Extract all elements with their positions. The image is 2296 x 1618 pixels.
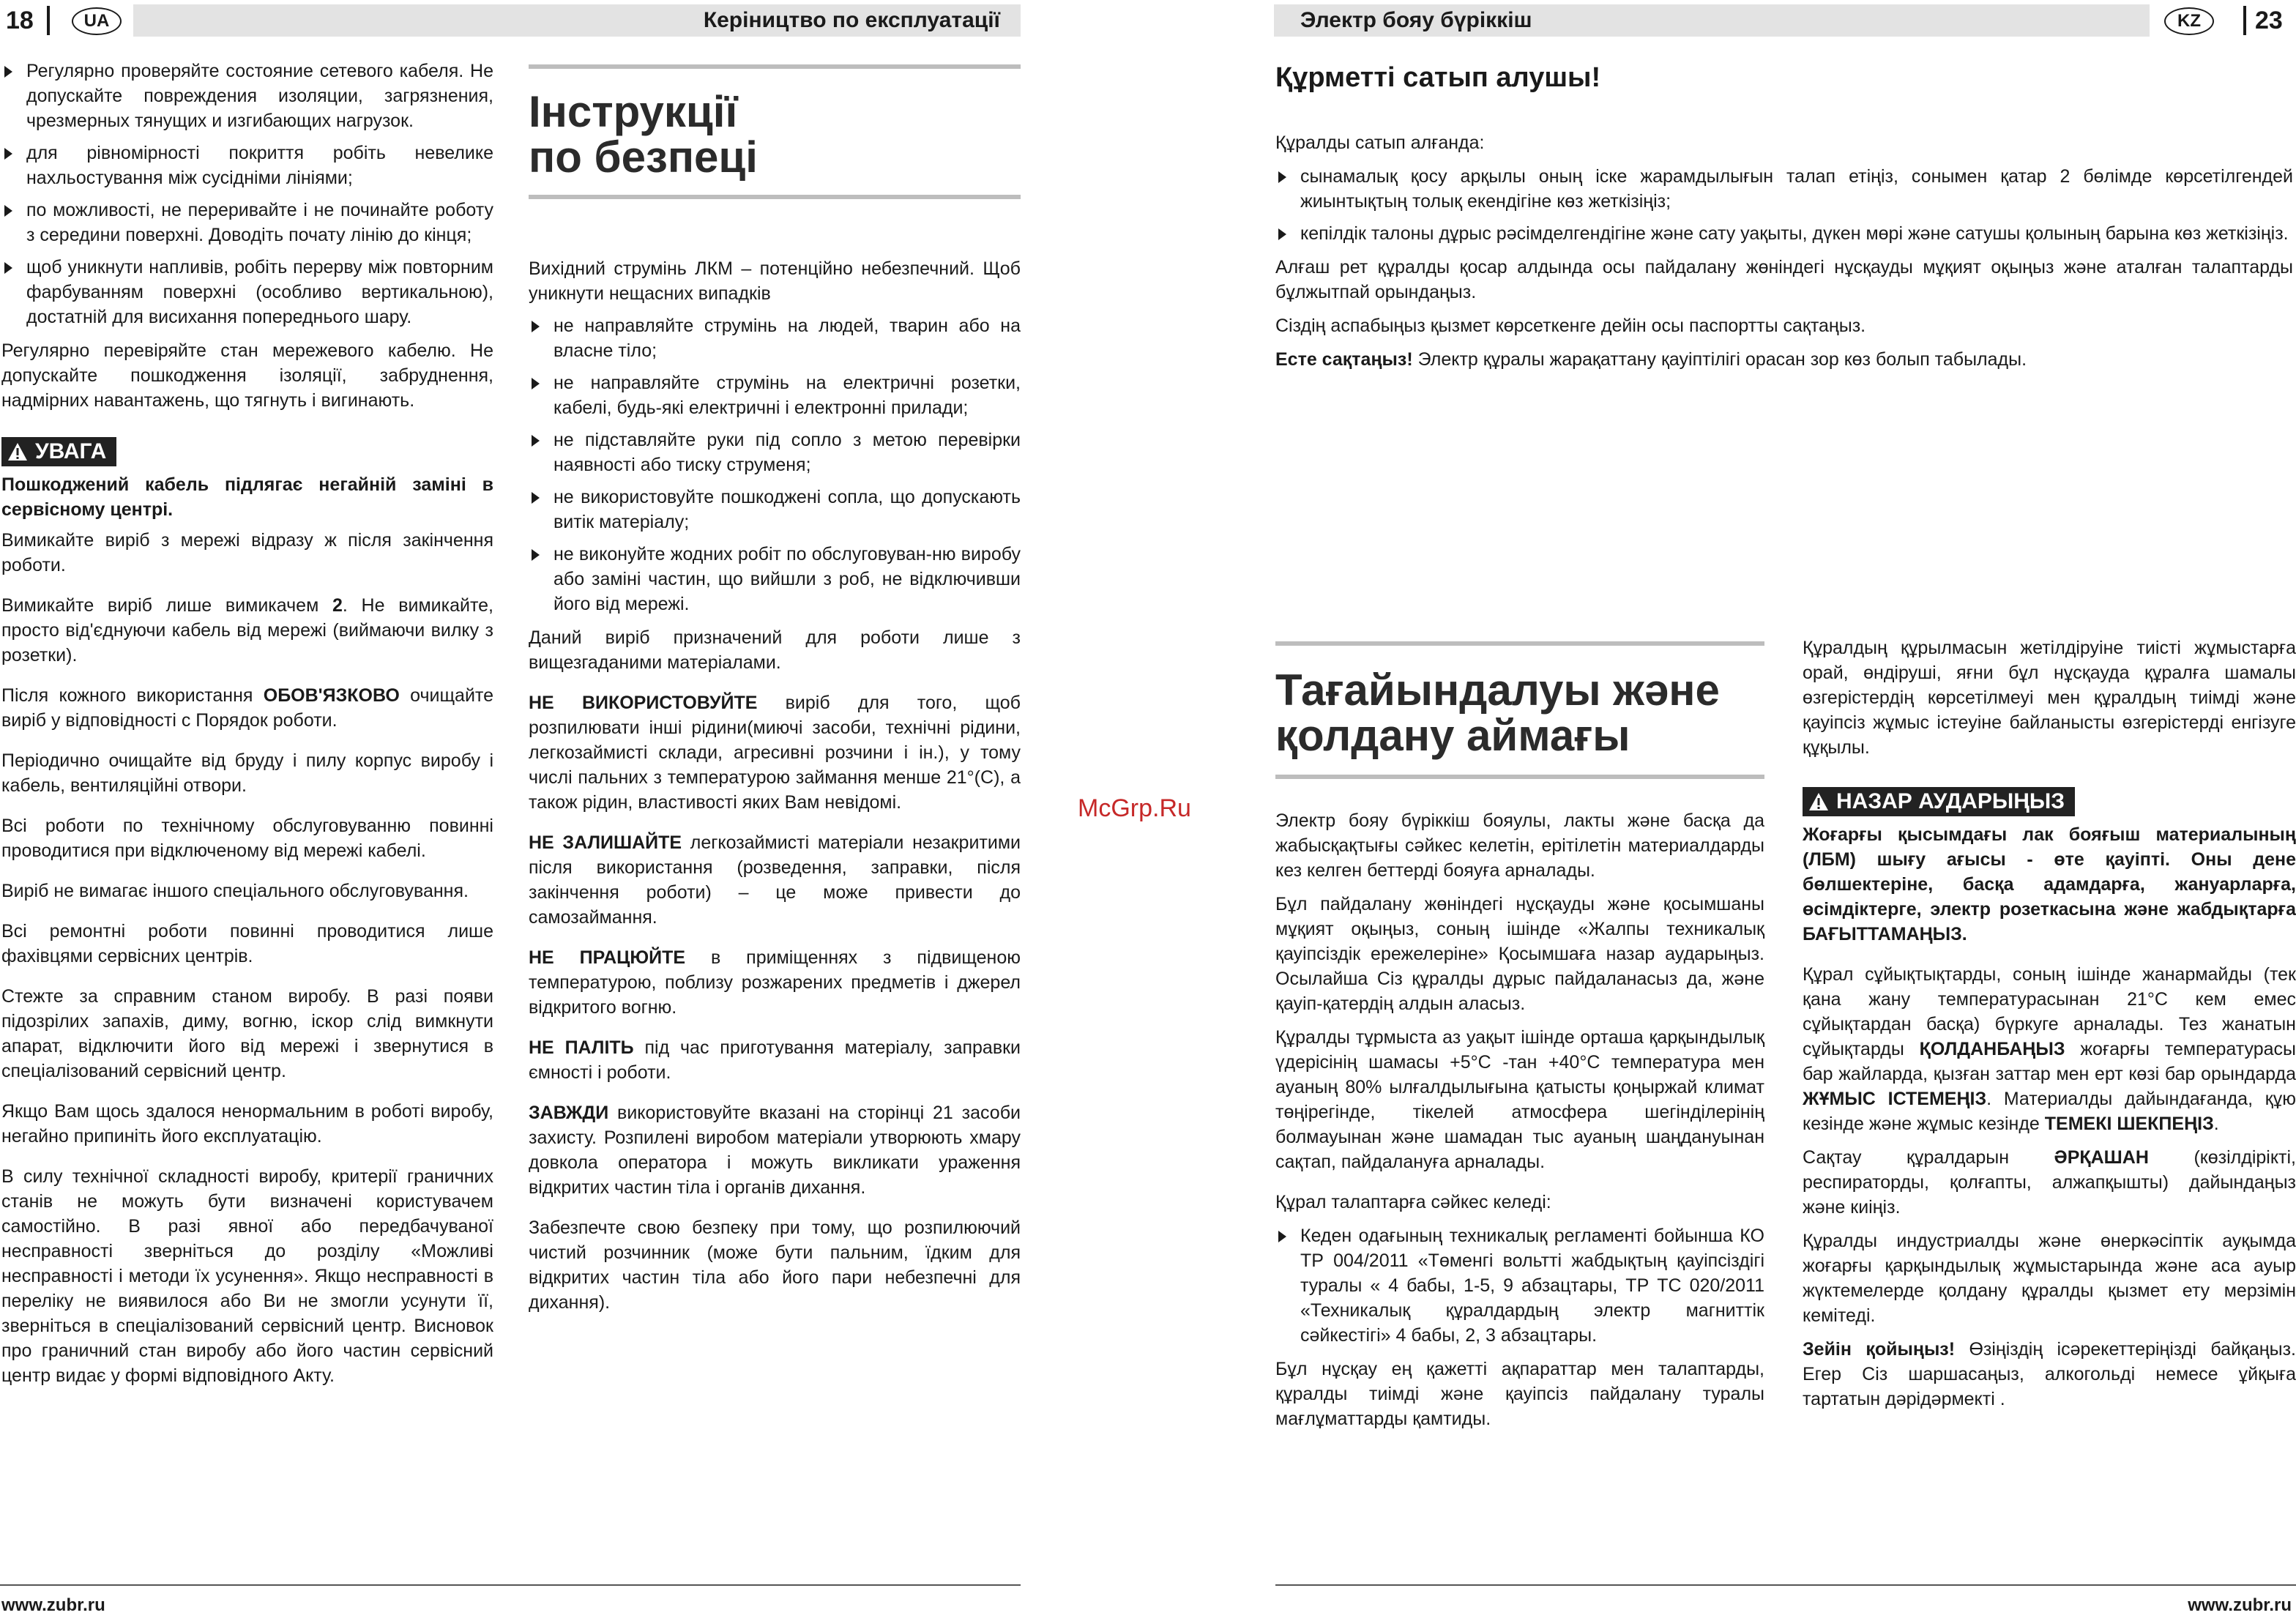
- warning-label: [1803, 787, 2075, 816]
- paragraph: Құралды сатып алғанда:: [1275, 133, 1485, 153]
- warning-label: [1, 437, 116, 466]
- paragraph: Стежте за справним станом виробу. В разі появи підозрілих запахів, диму, вогню, іскор слід вимкнути апарат, відключити його від мережі і звернутися в спеціалізований сервісний центр.: [1, 986, 493, 1081]
- paragraph: Якщо Вам щось здалося ненормальним в роботі виробу, негайно припиніть його експлуатацію.: [1, 1101, 493, 1147]
- left-page-number-divider: [47, 6, 50, 35]
- watermark-text: McGrp.Ru: [1078, 794, 1191, 822]
- maintenance-bullets: [1, 59, 493, 329]
- list-item: не підставляйте руки під сопло з метою перевірки наявності або тиску струменя;: [529, 428, 1021, 477]
- paragraph: Всі ремонтні роботи повинні проводитися лише фахівцями сервісних центрів.: [1, 921, 493, 966]
- warning-text: Пошкоджений кабель підлягає негайній заміні в сервісному центрі.: [1, 474, 493, 520]
- title-rule-top: [1275, 641, 1764, 646]
- list-item: кепілдік талоны дұрыс рәсімделгендігіне және сату уақыты, дүкен мөрі және сатушы қолының барына көз жеткізіңіз.: [1275, 221, 2293, 246]
- paragraph: НЕ ЗАЛИШАЙТЕ легкозаймисті матеріали незакритими після використання (розведення, заправки, після закінчення роботи) – це може привести до самозаймання.: [529, 832, 1021, 928]
- paragraph: Вимикайте виріб лише вимикачем 2. Не вимикайте, просто від'єднуючи кабель від мережі (виймаючи вилку з розетки).: [1, 595, 493, 666]
- right-header-title: Электр бояу бүріккіш: [1300, 8, 1532, 32]
- greeting-heading: Құрметті сатып алушы!: [1275, 62, 1601, 93]
- paragraph: НЕ ВИКОРИСТОВУЙТЕ виріб для того, щоб розпилювати інші рідини(миючі засоби, технічні рідини, легкозаймисті склади, агресивні розчини і ін.), у тому числі пальних з температурою займання менше 21°(С), а також рідин, властивості яких Вам невідомі.: [529, 693, 1021, 813]
- list-item: не використовуйте пошкоджені сопла, що допускають витік матеріалу;: [529, 485, 1021, 534]
- list-item: не направляйте струмінь на електричні розетки, кабелі, будь-які електричні і електронні прилади;: [529, 370, 1021, 420]
- right-column-2: [1803, 635, 2296, 1427]
- list-item: щоб уникнути напливів, робіть перерву між повторним фарбуванням поверхні (особливо вертикальною), достатній для висихання попереднього шару.: [1, 255, 493, 329]
- left-column-1: [1, 59, 493, 1403]
- safety-intro: Вихідний струмінь ЛКМ – потенційно небезпечний. Щоб уникнути нещасних випадків: [529, 258, 1021, 304]
- list-item: по можливості, не переривайте і не починайте роботу з середини поверхні. Доводіть почату лінію до кінця;: [1, 198, 493, 247]
- left-footer-url[interactable]: www.zubr.ru: [1, 1595, 105, 1615]
- paragraph: НЕ ПРАЦЮЙТЕ в приміщеннях з підвищеною температурою, поблизу розжарених предметів і джерел відкритого вогню.: [529, 947, 1021, 1018]
- right-page-number: 23: [2255, 7, 2283, 34]
- right-intro-block: [1275, 130, 2293, 387]
- paragraph: Бұл нұсқау ең қажетті ақпараттар мен талаптарды, құралды тиімді және қауіпсіз пайдалану туралы мағлұматтарды қамтиды.: [1275, 1359, 1764, 1429]
- safety-title: Інструкції по безпеці: [529, 87, 758, 182]
- right-footer-rule: [1275, 1584, 2296, 1586]
- paragraph: Құрал талаптарға сәйкес келеді:: [1275, 1192, 1551, 1212]
- right-column-1: [1275, 808, 1764, 1447]
- standards-bullets: [1275, 1223, 1764, 1348]
- paragraph: Бұл пайдалану жөніндегі нұсқауды және қосымшаны мұқият оқыңыз, соның ішінде «Жалпы техникалық қауіпсіздік ережелеріне» Қосымшаға назар аударыңыз. Осылайша Сіз құралды дұрыс пайдаланасыз да, және қауіп-қатердің алдын аласыз.: [1275, 894, 1764, 1014]
- left-header-title: Керіництво по експлуатації: [703, 8, 1000, 32]
- paragraph: Всі роботи по технічному обслуговуванню повинні проводитися при відключеному від мережі кабелі.: [1, 816, 493, 861]
- paragraph: В силу технічної складності виробу, критерії граничних станів не можуть бути визначені користувачем самостійно. В разі явної або передбачуваної несправності зверніться до розділу «Можливі несправності і методи їх усунення». Якщо несправності в переліку не виявилося або Ви не змогли усунути її, зверніться в спеціалізований сервісний центр. Висновок про граничний стан виробу або його частин сервісний центр видає у формі відповідного Акту.: [1, 1166, 493, 1386]
- paragraph: Есте сақтаңыз! Электр құралы жарақаттану қауіптілігі орасан зор көз болып табылады.: [1275, 349, 2027, 370]
- safety-bullets: [529, 313, 1021, 616]
- warning-icon: [7, 442, 28, 461]
- paragraph: Вимикайте виріб з мережі відразу ж після закінчення роботи.: [1, 530, 493, 575]
- list-item: Кеден одағының техникалық регламенті бойынша КО ТР 004/2011 «Төменгі вольтті жабдықтың қауіпсіздігі туралы « 4 бабы, 1-5, 9 абзацтары, ТР ТС 020/2011 «Техникалық құралдардың электр магниттік сәйкестігі» 4 бабы, 2, 3 абзацтары.: [1275, 1223, 1764, 1348]
- paragraph: Даний виріб призначений для роботи лише з вищезгаданими матеріалами.: [529, 627, 1021, 673]
- paragraph: Виріб не вимагає іншого спеціального обслуговування.: [1, 881, 469, 901]
- list-item: не направляйте струмінь на людей, тварин або на власне тіло;: [529, 313, 1021, 363]
- paragraph: Сақтау құралдарын ӘРҚАШАН (көзілдірікті, респираторды, қолғапты, алжапқышты) дайындаңыз және киіңіз.: [1803, 1147, 2296, 1218]
- paragraph: Құралды тұрмыста аз уақыт ішінде орташа қарқындылық үдерісінің шамасы +5°С -тан +40°С температура мен ауаның 80% ылғалдылығына қатысты қоңыржай климат төңірегінде, тікелей атмосфера шегінділерінің болмауынан және шамадан тыс ауаның шаңдануынан сақтап, пайдалануға арналады.: [1275, 1027, 1764, 1172]
- list-item: для рівномірності покриття робіть невелике нахльостування між сусідніми лініями;: [1, 141, 493, 190]
- paragraph: НЕ ПАЛІТЬ під час приготування матеріалу, заправки ємності і роботи.: [529, 1037, 1021, 1083]
- title-rule-bottom: [1275, 775, 1764, 779]
- title-rule-bottom: [529, 195, 1021, 199]
- paragraph: Электр бояу бүріккіш бояулы, лакты және басқа да жабысқақтығы сәйкес келетін, ерітілетін материалдарды кез келген беттерді бояуға арналады.: [1275, 810, 1764, 881]
- paragraph: Забезпечте свою безпеку при тому, що розпилюючий чистий розчинник (може бути пальним, їдким для відкритих частин тіла або його пари небезпечні для дихання).: [529, 1218, 1021, 1313]
- title-rule-top: [529, 64, 1021, 69]
- country-badge-ua: UA: [72, 7, 122, 35]
- paragraph: Періодично очищайте від бруду і пилу корпус виробу і кабель, вентиляційні отвори.: [1, 750, 493, 796]
- purchase-bullets: [1275, 164, 2293, 246]
- warning-label-text: УВАГА: [35, 439, 107, 463]
- paragraph: Сіздің аспабыңыз қызмет көрсеткенге дейін осы паспортты сақтаңыз.: [1275, 316, 1866, 336]
- paragraph: Құралды индустриалды және өнеркәсіптік ауқымда жоғарғы қарқындылық жұмыстарында және аса ауыр жүктемелерде қолдану құралды қызмет ету мерзімін кемітеді.: [1803, 1231, 2296, 1326]
- paragraph: Құрал сұйықтықтарды, соның ішінде жанармайды (тек қана жану температурасынан 21°С кем емес сұйықтардан басқа) бүркуге арналады. Тез жанатын сұйықтарды ҚОЛДАНБАҢЫЗ жоғарғы температурасы бар жайларда, қызған заттар мен ерт көзі бар орындарда ЖҰМЫС ІСТЕМЕҢІЗ. Материалды дайындағанда, құю кезінде және жұмыс кезінде ТЕМЕКІ ШЕКПЕҢІЗ.: [1803, 964, 2296, 1134]
- paragraph: Зейін қойыңыз! Өзіңіздің ісәрекеттеріңізді байқаңыз. Егер Сіз шаршасаңыз, алкогольді немесе ұйқыға тартатын дәрідәрмекті .: [1803, 1339, 2296, 1409]
- paragraph: Алғаш рет құралды қосар алдында осы пайдалану жөніндегі нұсқауды мұқият оқыңыз және аталған талаптарды бұлжытпай орындаңыз.: [1275, 257, 2293, 302]
- warning-label-text: НАЗАР АУДАРЫҢЫЗ: [1836, 789, 2065, 813]
- warning-text: Жоғарғы қысымдағы лак бояғыш материалының (ЛБМ) шығу ағысы - өте қауіпті. Оны дене бөлшектеріне, басқа адамдарға, жануарларға, өсімдіктерге, электр розеткасына және жабдықтарға БАҒЫТТАМАҢЫЗ.: [1803, 824, 2296, 944]
- list-item: сынамалық қосу арқылы оның іске жарамдылығын талап етіңіз, сонымен қатар 2 бөлімде көрсетілгендей жиынтықтың толық екендігіне көз жеткізіңіз;: [1275, 164, 2293, 214]
- list-item: Регулярно проверяйте состояние сетевого кабеля. Не допускайте повреждения изоляции, загрязнения, чрезмерных тянущих и изгибающих нагрузок.: [1, 59, 493, 133]
- country-badge-kz: KZ: [2164, 7, 2214, 35]
- left-page-number: 18: [6, 7, 34, 34]
- paragraph: ЗАВЖДИ використовуйте вказані на сторінці 21 засоби захисту. Розпилені виробом матеріали утворюють хмару довкола оператора і можуть викликати ураження відкритих частин тіла і органів дихання.: [529, 1103, 1021, 1198]
- paragraph: Після кожного використання ОБОВ'ЯЗКОВО очищайте виріб у відповідності с Порядок роботи.: [1, 685, 493, 731]
- right-page-number-divider: [2243, 6, 2246, 35]
- left-footer-rule: [0, 1584, 1021, 1586]
- list-item: не виконуйте жодних робіт по обслуговуван-ню виробу або заміні частин, що вийшли з роб, не відключивши його від мережі.: [529, 542, 1021, 616]
- right-footer-url[interactable]: www.zubr.ru: [2188, 1595, 2292, 1615]
- left-column-2: [529, 256, 1021, 1330]
- cable-check-paragraph: Регулярно перевіряйте стан мережевого кабелю. Не допускайте пошкодження ізоляції, забруднення, надмірних навантажень, що тягнуть і вигинають.: [1, 340, 493, 411]
- purpose-title: Тағайындалуы және қолдану аймағы: [1275, 666, 1720, 760]
- warning-icon: [1808, 792, 1829, 811]
- paragraph: Құралдың құрылмасын жетілдіруіне тиісті жұмыстарға орай, өндіруші, яғни бұл нұсқауда құралға шамалы өзгерістердің көрсетілмеуі мен құралдың тиімді және қауіпсіз жұмыс істеуіне байланысты өзгерістерді енгізуге құқылы.: [1803, 638, 2296, 758]
